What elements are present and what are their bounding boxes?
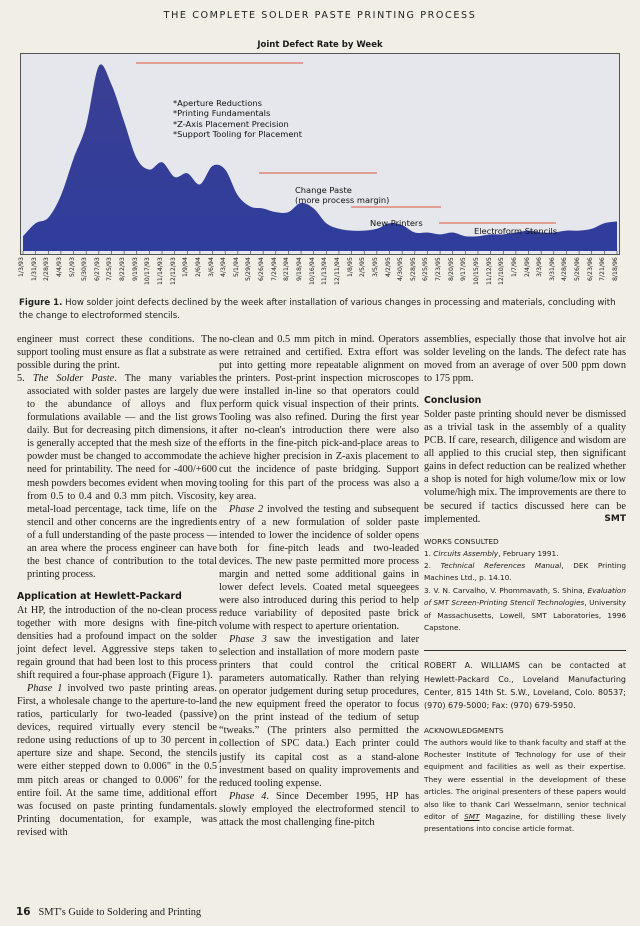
divider <box>424 650 626 651</box>
paragraph: At HP, the introduction of the no-clean process together with more designs with fine-pitch densities had a profound impact on the solder joint defect level. Aggressive steps taken to regain ground that had been lost to this process shift required a four-phase approach (Figure 1). <box>17 604 217 682</box>
work-number: 2. <box>424 561 441 571</box>
x-tick-label: 4/2/95 <box>384 257 392 277</box>
phase-label: Phase 1 <box>27 683 63 695</box>
x-tick-label: 12/11/94 <box>333 257 341 285</box>
x-tick-label: 1/9/94 <box>182 257 190 277</box>
x-tick-label: 9/19/93 <box>131 257 139 281</box>
x-tick-label: 5/28/95 <box>409 257 417 281</box>
x-axis-labels <box>20 257 620 289</box>
work-detail: , February 1991. <box>498 548 559 558</box>
column-middle <box>219 333 419 829</box>
phase1-annotation <box>173 98 302 140</box>
work-detail: , University of Massachusetts, Lowell, SMT Laboratories, 1996 Capstone. <box>424 598 626 633</box>
annotation-line: (more process margin) <box>295 195 390 206</box>
acknowledgments-heading: ACKNOWLEDGMENTS <box>424 725 504 735</box>
annotation-line: *Aperture Reductions <box>173 98 262 108</box>
work-item <box>424 560 626 585</box>
phase-label: Phase 2 <box>229 503 264 515</box>
x-tick-label: 2/28/93 <box>43 257 51 281</box>
phase-text: involved the testing and subsequent entry of a new formulation of solder paste intended to lower the incidence of solder opens both for fine-pitch leads and two-leaded devices. The new paste permitted more process margin and netted some additional gains in lower defect levels. Coated metal squeegees were also introduced during this period to help reduce variability of deposited paste brick volume with respect to aperture orientation. <box>219 503 419 633</box>
x-tick-label: 1/3/93 <box>18 257 25 277</box>
x-tick-label: 6/25/95 <box>422 257 430 281</box>
paragraph-phase2 <box>219 503 419 633</box>
phase-text: . Since December 1995, HP has slowly employed the electroformed stencil to attack the most challenging fine-pitch <box>219 790 419 828</box>
page-number: 16 <box>16 906 31 918</box>
chart-title: Joint Defect Rate by Week <box>257 40 383 50</box>
phase3-annotation: New Printers <box>370 218 423 228</box>
x-tick-label: 5/26/96 <box>574 257 582 281</box>
phase-text: saw the investigation and later selection and installation of more modern paste printers that could control the critical parameters automatically. Rather than relying on operator judgement during setup procedures, the new equipment freed the operator to focus on the print instead of the tedium of setup “tweaks.” (The printers also permitted the collection of SPC data.) Each printer could justify its capital cost as a stand-alone investment based on quality improvements and reduced tooling expense. <box>219 634 419 789</box>
paragraph-phase3 <box>219 633 419 790</box>
x-tick-label: 5/29/94 <box>245 257 253 281</box>
caption-text: How solder joint defects declined by the week after installation of various changes in processing and materials, concluding with the change to electroformed stencils. <box>19 298 616 321</box>
ack-magazine: SMT <box>464 812 480 822</box>
phase-label: Phase 3 <box>229 634 267 646</box>
paragraph: engineer must correct these conditions. The support tooling must ensure as flat a substrate as possible during the print. <box>17 334 217 372</box>
section-heading-conclusion: Conclusion <box>424 395 482 407</box>
x-tick-label: 6/26/94 <box>258 257 266 281</box>
x-tick-label: 8/22/93 <box>119 257 127 281</box>
x-tick-label: 1/7/96 <box>510 257 518 277</box>
x-tick-label: 7/23/95 <box>435 257 443 281</box>
work-authors: 3. V. N. Carvalho, V. Phommavath, S. Shina, <box>424 585 588 595</box>
x-tick-label: 3/5/95 <box>371 257 379 277</box>
x-tick-label: 5/30/93 <box>81 257 89 281</box>
x-tick-label: 7/25/93 <box>106 257 114 281</box>
phase-text: involved two paste printing areas. First, a wholesale change to the aperture-to-land ratios, particularly for two-leaded (passive) devices, required virtually every stencil be redone using reductions of up to 30 percent in aperture size and shape. Second, the stencils were either stepped down to 0.006" in the 0.5 mm pitch areas or changed to 0.006" for the entire foil. At the same time, additional effort was focused on paste printing fundamentals. Printing documentation, for example, was revised with <box>17 683 217 838</box>
figure-caption <box>19 297 624 323</box>
x-tick-label: 5/1/94 <box>232 257 240 277</box>
x-tick-label: 11/14/93 <box>157 257 165 285</box>
x-tick-label: 9/17/95 <box>460 257 468 281</box>
smt-end-mark: SMT <box>604 513 626 524</box>
area-plot <box>21 54 619 254</box>
x-tick-label: 5/2/93 <box>68 257 76 277</box>
x-tick-label: 10/16/94 <box>308 257 316 285</box>
x-tick-label: 6/23/96 <box>586 257 594 281</box>
work-title: Circuits Assembly <box>433 548 499 558</box>
x-tick-label: 4/28/96 <box>561 257 569 281</box>
works-list <box>424 548 626 635</box>
running-head: THE COMPLETE SOLDER PASTE PRINTING PROCESS <box>163 10 477 21</box>
x-tick-label: 8/21/94 <box>283 257 291 281</box>
work-detail: , DEK Printing Machines Ltd., p. 14.10. <box>424 561 626 583</box>
author-bio: ROBERT A. WILLIAMS can be contacted at Hewlett-Packard Co., Loveland Manufacturing Center, 815 14th St. S.W., Loveland, Colo. 80537; (970) 679-5000; Fax: (970) 679-5950. <box>424 661 626 711</box>
list-number: 5. <box>17 373 33 385</box>
x-tick-label: 3/31/96 <box>548 257 556 281</box>
x-tick-label: 11/12/95 <box>485 257 493 285</box>
x-tick-label: 4/4/93 <box>55 257 63 277</box>
annotation-line: Change Paste <box>295 185 352 195</box>
list-item-text: . The many variables associated with solder pastes are largely due to the abundance of alloys and flux formulations available — and the list grows daily. But for decreasing pitch dimensions, it is generally accepted that the mesh size of the powder must be changed to accommodate the need for printability. The need for -400/+600 mesh powders becomes evident when moving from 0.5 to 0.4 and 0.3 mm pitch. Viscosity, metal-load percentage, tack time, life on the stencil and other concerns are the ingredients of a full understanding of the paste process — an area where the process engineer can have the best chance of contribution to the total printing process. <box>27 373 217 580</box>
x-tick-label: 2/5/95 <box>359 257 367 277</box>
work-number: 1. <box>424 548 434 558</box>
x-tick-label: 7/21/96 <box>599 257 607 281</box>
x-tick-label: 4/30/95 <box>397 257 405 281</box>
paragraph-phase1 <box>17 682 217 839</box>
list-item-title: The Solder Paste <box>32 373 115 385</box>
x-tick-label: 8/18/96 <box>612 257 619 281</box>
work-title: Evaluation of SMT Screen-Printing Stencil Technologies <box>424 585 626 608</box>
paragraph-phase4 <box>219 790 419 829</box>
phase2-annotation <box>295 185 389 206</box>
x-tick-label: 1/31/93 <box>30 257 38 281</box>
column-left <box>17 333 217 839</box>
annotation-line: *Support Tooling for Placement <box>173 129 302 140</box>
x-tick-label: 6/27/93 <box>93 257 101 281</box>
x-tick-label: 3/6/94 <box>207 257 215 277</box>
x-tick-label: 9/18/94 <box>296 257 304 281</box>
x-tick-label: 11/13/94 <box>321 257 329 285</box>
phase4-annotation: Electroform Stencils <box>474 226 558 236</box>
x-tick-label: 10/17/93 <box>144 257 152 285</box>
defect-rate-chart <box>20 53 620 255</box>
x-tick-label: 2/4/96 <box>523 257 531 277</box>
ack-text: The authors would like to thank faculty and staff at the Rochester Institute of Technology for use of their equipment and facilities as well as their expertise. They were essential in the development of these articles. The original presenters of these papers would also like to thank Carl Wesselmann, senior technical editor of <box>424 737 626 822</box>
caption-label: Figure 1. <box>19 298 63 308</box>
paragraph: assemblies, especially those that involve hot air solder leveling on the lands. The defect rate has moved from an average of over 500 ppm down to 175 ppm. <box>424 334 626 385</box>
ack-text: Magazine, for distilling these lively presentations into concise article format. <box>424 812 626 834</box>
work-item <box>424 585 626 635</box>
x-tick-label: 7/24/94 <box>270 257 278 281</box>
x-tick-label: 2/6/94 <box>194 257 202 277</box>
x-tick-label: 8/20/95 <box>447 257 455 281</box>
work-item <box>424 548 626 560</box>
section-heading-hp: Application at Hewlett-Packard <box>17 590 182 602</box>
acknowledgments-text <box>424 737 626 836</box>
conclusion-text: Solder paste printing should never be dismissed as a trivial task in the assembly of a quality PCB. If care, research, diligence and wisdom are all applied to this crucial step, then significant gains in defect reduction can be realized whether a shop is noted for high volume/low mix or low volume/high mix. The improvements are there to be secured if tactics discussed here can be implemented. <box>424 409 626 525</box>
x-tick-label: 10/15/95 <box>472 257 480 285</box>
paragraph-conclusion <box>424 408 626 525</box>
phase-label: Phase 4 <box>229 790 267 802</box>
work-title: Technical References Manual <box>440 561 562 571</box>
column-right <box>424 333 626 836</box>
x-tick-label: 4/3/94 <box>220 257 228 277</box>
x-tick-label: 12/10/95 <box>498 257 506 285</box>
publication-name: SMT's Guide to Soldering and Printing <box>38 907 202 918</box>
paragraph: no-clean and 0.5 mm pitch in mind. Operators were retrained and certified. Extra effort was put into getting more repeatable alignment on the printers. Post-print inspection microscopes were installed in-line so that operators could perform quick visual inspection of their prints. Tooling was also refined. During the first year after no-clean's introduction there were also efforts in the fine-pitch pick-and-place areas to achieve higher precision in Z-axis placement to cut the incidence of paste bridging. Support tooling for this part of the process was also a key area. <box>219 334 419 502</box>
page-footer <box>16 906 201 918</box>
annotation-line: *Z-Axis Placement Precision <box>173 118 289 129</box>
works-consulted-heading: WORKS CONSULTED <box>424 536 499 546</box>
list-item-solder-paste <box>17 372 217 581</box>
x-tick-label: 1/8/95 <box>346 257 354 277</box>
x-tick-label: 12/12/93 <box>169 257 177 285</box>
x-tick-label: 3/3/96 <box>536 257 544 277</box>
annotation-line: *Printing Fundamentals <box>173 108 271 119</box>
